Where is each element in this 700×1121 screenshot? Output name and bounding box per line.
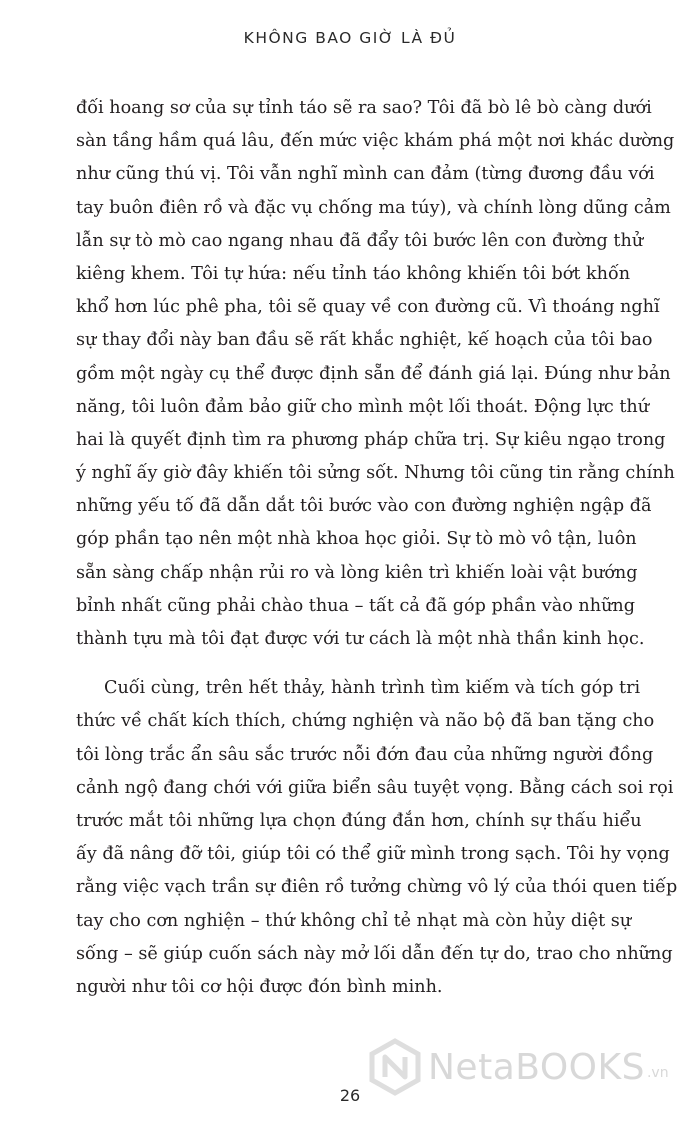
text-line: ấy đã nâng đỡ tôi, giúp tôi có thể giữ mình trong sạch. Tôi hy vọng [76,844,670,865]
text-line: góp phần tạo nên một nhà khoa học giỏi. Sự tò mò vô tận, luôn [76,529,637,550]
text-line: khổ hơn lúc phê pha, tôi sẽ quay về con đường cũ. Vì thoáng nghĩ [76,297,660,318]
paragraph-spacer [76,656,630,672]
text-line: những yếu tố đã dẫn dắt tôi bước vào con đường nghiện ngập đã [76,496,652,517]
text-line: sự thay đổi này ban đầu sẽ rất khắc nghiệt, kế hoạch của tôi bao [76,330,653,351]
text-line: đối hoang sơ của sự tỉnh táo sẽ ra sao? Tôi đã bò lê bò càng dưới [76,98,652,118]
text-line: năng, tôi luôn đảm bảo giữ cho mình một lối thoát. Động lực thứ [76,396,650,417]
body-text [76,92,678,1004]
text-line: sàn tầng hầm quá lâu, đến mức việc khám phá một nơi khác dường [76,131,675,152]
watermark-brand: NetaBOOKS [428,1046,645,1088]
page-number: 26 [339,1086,361,1105]
watermark-suffix: .vn [646,1065,669,1081]
text-line: như cũng thú vị. Tôi vẫn nghĩ mình can đảm (từng đương đầu với [76,164,655,185]
text-line: rằng việc vạch trần sự điên rồ tưởng chừng vô lý của thói quen tiếp [76,877,678,898]
text-line: tay buôn điên rồ và đặc vụ chống ma túy), và chính lòng dũng cảm [76,197,671,218]
text-line: Cuối cùng, trên hết thảy, hành trình tìm kiếm và tích góp tri [104,678,641,699]
text-line: hai là quyết định tìm ra phương pháp chữa trị. Sự kiêu ngạo trong [76,429,666,450]
text-line: sống – sẽ giúp cuốn sách này mở lối dẫn đến tự do, trao cho những [76,943,673,964]
text-line: lẫn sự tò mò cao ngang nhau đã đẩy tôi bước lên con đường thử [76,230,644,251]
text-line: kiêng khem. Tôi tự hứa: nếu tỉnh táo không khiến tôi bớt khốn [76,263,631,284]
text-line: trước mắt tôi những lựa chọn đúng đắn hơn, chính sự thấu hiểu [76,810,642,831]
text-line: tay cho cơn nghiện – thứ không chỉ tẻ nhạt mà còn hủy diệt sự [76,910,632,931]
text-line: cảnh ngộ đang chới với giữa biển sâu tuyệt vọng. Bằng cách soi rọi [76,777,674,798]
text-line: thành tựu mà tôi đạt được với tư cách là một nhà thần kinh học. [76,629,645,649]
text-line: gồm một ngày cụ thể được định sẵn để đánh giá lại. Đúng như bản [76,363,671,384]
text-line: tôi lòng trắc ẩn sâu sắc trước nỗi đớn đau của những người đồng [76,744,654,765]
text-line: thức về chất kích thích, chứng nghiện và não bộ đã ban tặng cho [76,711,655,732]
paragraph-1 [76,92,675,656]
text-line: ý nghĩ ấy giờ đây khiến tôi sửng sốt. Nhưng tôi cũng tin rằng chính [76,463,675,484]
text-line: sẵn sàng chấp nhận rủi ro và lòng kiên trì khiến loài vật bướng [76,562,638,583]
text-line: bỉnh nhất cũng phải chào thua – tất cả đã góp phần vào những [76,595,635,616]
text-line: người như tôi cơ hội được đón bình minh. [76,976,443,997]
running-header-title: KHÔNG BAO GIỜ LÀ ĐỦ [243,29,457,47]
paragraph-2 [76,672,678,1004]
